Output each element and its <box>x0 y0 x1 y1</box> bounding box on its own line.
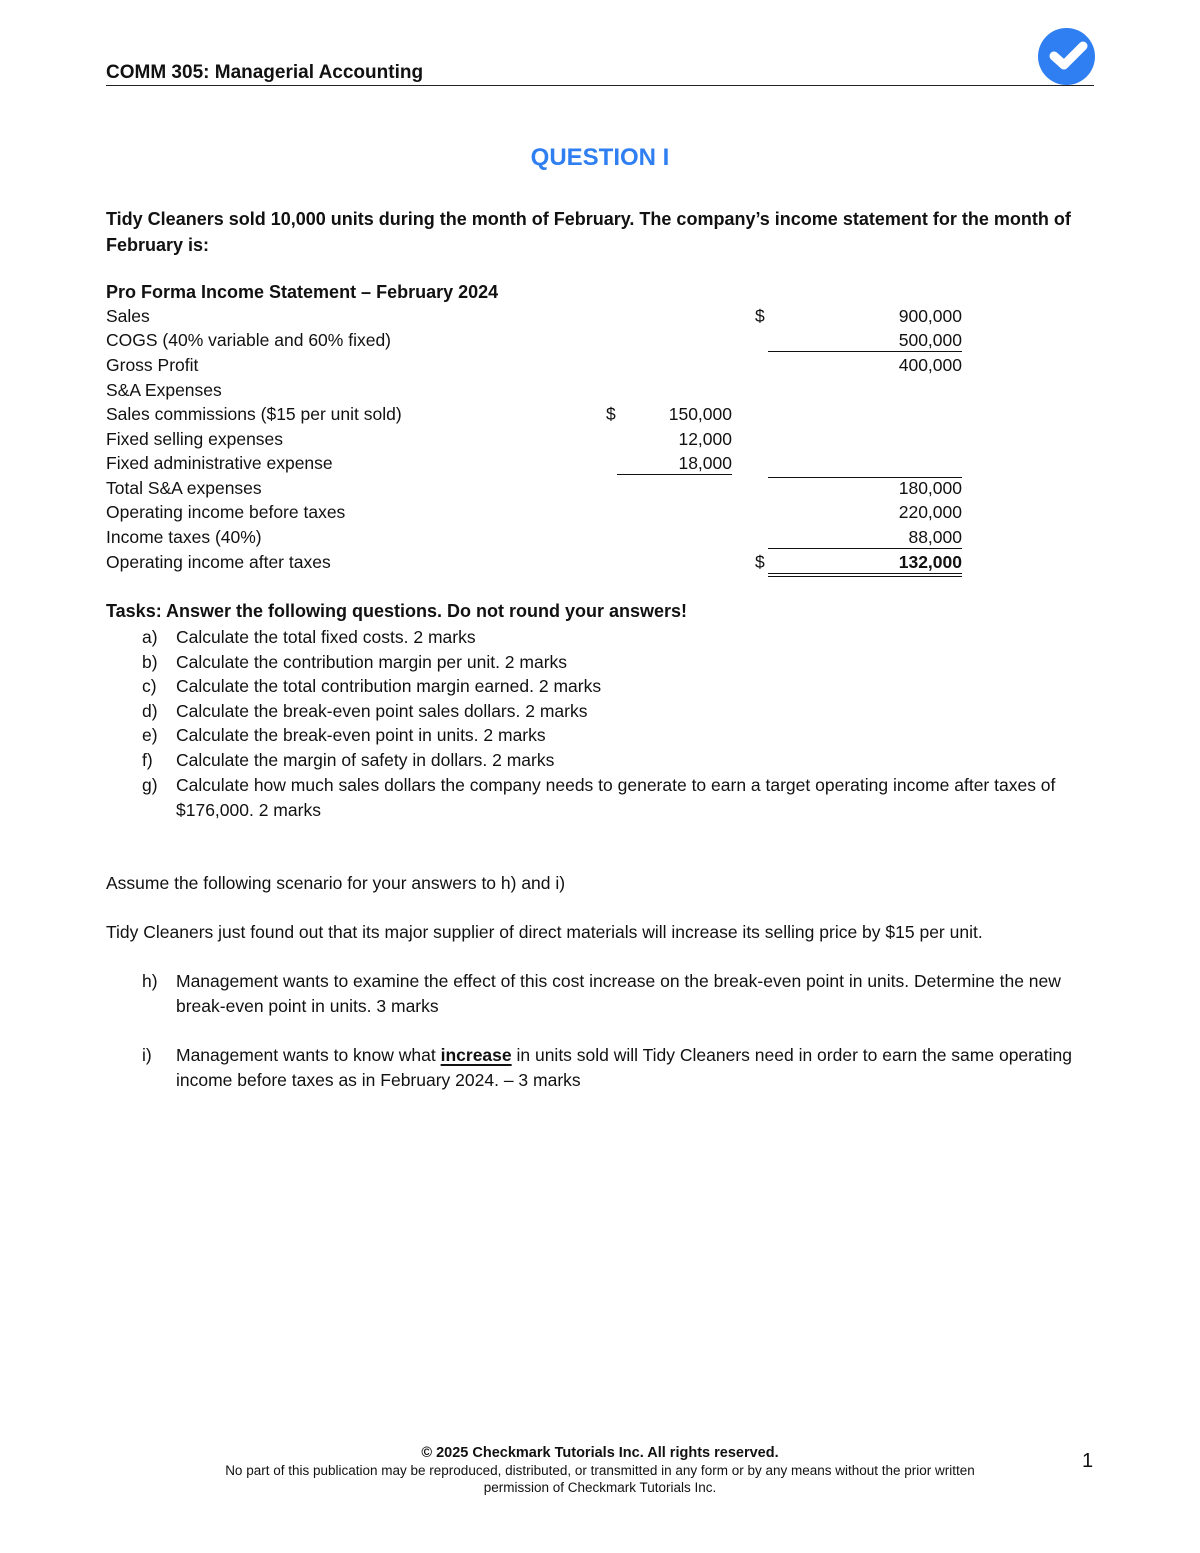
emphasized-increase: increase <box>440 1045 512 1065</box>
statement-value: 132,000 <box>768 552 962 577</box>
statement-value: 12,000 <box>678 429 732 449</box>
page-number: 1 <box>1082 1450 1094 1472</box>
intro-paragraph: Tidy Cleaners sold 10,000 units during the month of February. The company’s income statement for the month of February is: <box>106 209 1071 255</box>
footer <box>0 1445 1200 1496</box>
statement-row-label: S&A Expenses <box>106 380 222 400</box>
task-letter: i) <box>142 1045 152 1065</box>
task-letter: g) <box>142 775 158 795</box>
task-letter: a) <box>142 627 158 647</box>
dollar-sign: $ <box>755 306 765 326</box>
task-letter: e) <box>142 725 158 745</box>
task-text <box>176 1043 1096 1092</box>
scenario-text: Tidy Cleaners just found out that its major supplier of direct materials will increase its selling price by $15 per unit. <box>106 922 983 942</box>
statement-row-label: COGS (40% variable and 60% fixed) <box>106 330 391 350</box>
statement-row-label: Fixed selling expenses <box>106 429 284 449</box>
task-text: Calculate the break-even point in units. 2 marks <box>176 725 546 745</box>
dollar-sign: $ <box>755 552 765 572</box>
question-title: QUESTION I <box>530 144 670 171</box>
footer-notice: No part of this publication may be reproduced, distributed, or transmitted in any form or by any means without the prior written <box>225 1463 975 1478</box>
tasks-title: Tasks: Answer the following questions. Do not round your answers! <box>106 601 688 621</box>
task-letter: b) <box>142 652 158 672</box>
task-text: Calculate the contribution margin per unit. 2 marks <box>176 652 568 672</box>
statement-row-label: Operating income before taxes <box>106 502 346 522</box>
statement-row-label: Fixed administrative expense <box>106 453 333 473</box>
task-text: Calculate how much sales dollars the company needs to generate to earn a target operating income after taxes of $176,000. 2 marks <box>176 775 1056 820</box>
task-letter: c) <box>142 676 157 696</box>
statement-row-label: Operating income after taxes <box>106 552 331 572</box>
statement-row-label: Gross Profit <box>106 355 199 375</box>
task-letter: d) <box>142 701 158 721</box>
statement-row-label: Income taxes (40%) <box>106 527 262 547</box>
statement-value: 220,000 <box>898 502 962 522</box>
statement-value: 400,000 <box>898 355 962 375</box>
header-divider <box>106 85 1094 86</box>
statement-row-label: Sales <box>106 306 150 326</box>
statement-row-label: Sales commissions ($15 per unit sold) <box>106 404 402 424</box>
dollar-sign: $ <box>606 404 616 424</box>
task-letter: f) <box>142 750 153 770</box>
footer-copyright: © 2025 Checkmark Tutorials Inc. All rights reserved. <box>421 1445 779 1461</box>
statement-value: 900,000 <box>898 306 962 326</box>
scenario-assume: Assume the following scenario for your answers to h) and i) <box>106 873 566 893</box>
task-text-pre: Management wants to know what <box>176 1045 441 1065</box>
task-text-post: in units sold will Tidy Cleaners need in order to earn the same operating income before taxes as in February 2024. – 3 marks <box>176 1045 1072 1090</box>
statement-value: 150,000 <box>668 404 732 424</box>
statement-row-label: Total S&A expenses <box>106 478 262 498</box>
task-text: Calculate the total contribution margin earned. 2 marks <box>176 676 602 696</box>
statement-title: Pro Forma Income Statement – February 2024 <box>106 282 499 302</box>
statement-value: 18,000 <box>617 453 732 475</box>
checkmark-logo-icon <box>1038 28 1095 85</box>
footer-notice-cont: permission of Checkmark Tutorials Inc. <box>483 1480 717 1495</box>
statement-value: 500,000 <box>768 330 962 352</box>
statement-value: 180,000 <box>898 478 962 498</box>
task-text: Calculate the total fixed costs. 2 marks <box>176 627 476 647</box>
task-text: Calculate the break-even point sales dollars. 2 marks <box>176 701 588 721</box>
statement-value: 88,000 <box>768 527 962 549</box>
task-text: Calculate the margin of safety in dollars. 2 marks <box>176 750 555 770</box>
task-letter: h) <box>142 971 158 991</box>
course-title: COMM 305: Managerial Accounting <box>106 62 424 83</box>
task-text: Management wants to examine the effect of this cost increase on the break-even point in units. Determine the new break-even point in units. 3 marks <box>176 971 1061 1016</box>
